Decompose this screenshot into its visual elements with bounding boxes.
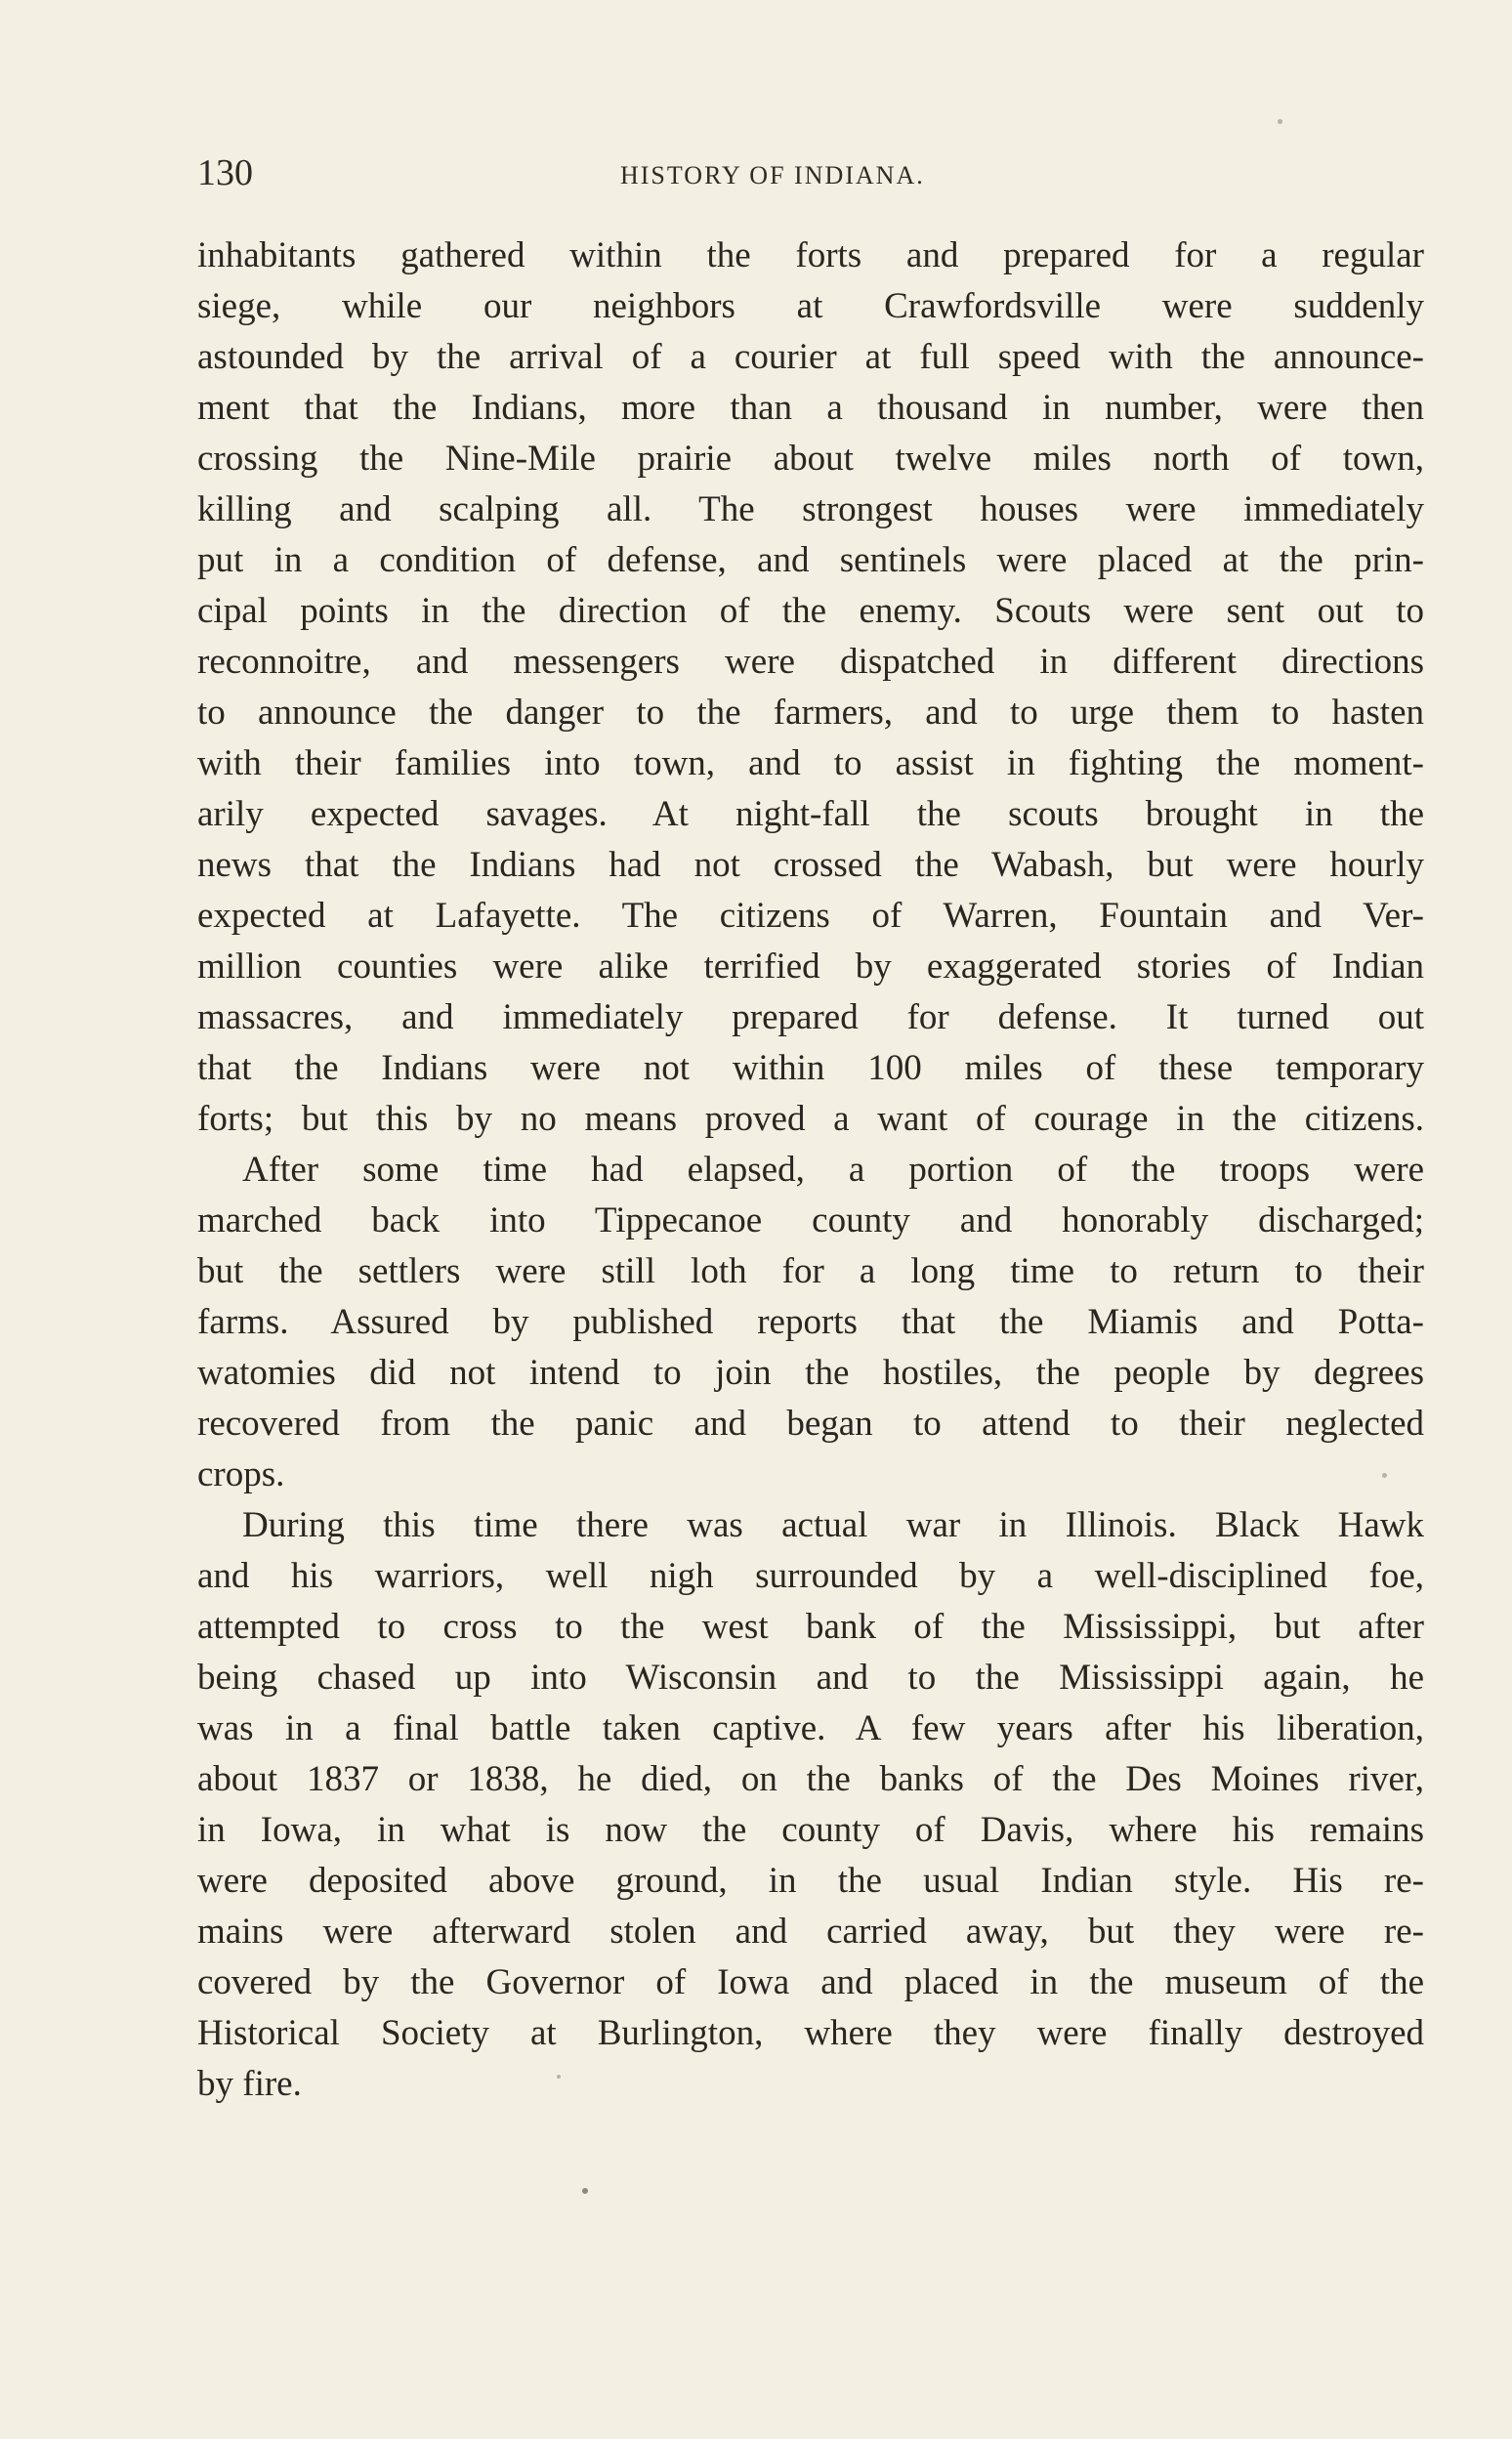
text-line: put in a condition of defense, and sentinels were placed at the prin- <box>197 540 1424 580</box>
text-line: that the Indians were not within 100 miles of these temporary <box>197 1048 1424 1088</box>
text-line: were deposited above ground, in the usual Indian style. His re- <box>197 1861 1424 1901</box>
text-line: expected at Lafayette. The citizens of Warren, Fountain and Ver- <box>197 896 1424 936</box>
text-line: cipal points in the direction of the enemy. Scouts were sent out to <box>197 591 1424 631</box>
text-line: ment that the Indians, more than a thousand in number, were then <box>197 388 1424 428</box>
text-line: mains were afterward stolen and carried away, but they were re- <box>197 1912 1424 1952</box>
text-line: forts; but this by no means proved a want of courage in the citizens. <box>197 1099 1424 1139</box>
paper-speck <box>1278 119 1282 124</box>
text-line: arily expected savages. At night-fall the scouts brought in the <box>197 794 1424 834</box>
text-line: During this time there was actual war in Illinois. Black Hawk <box>242 1505 1424 1545</box>
text-line: crossing the Nine-Mile prairie about twelve miles north of town, <box>197 439 1424 479</box>
text-line: Historical Society at Burlington, where they were finally destroyed <box>197 2013 1424 2053</box>
paragraph-3 <box>197 1500 1424 2110</box>
text-line: news that the Indians had not crossed the Wabash, but were hourly <box>197 845 1424 885</box>
text-line: massacres, and immediately prepared for defense. It turned out <box>197 997 1424 1037</box>
text-line: watomies did not intend to join the hostiles, the people by degrees <box>197 1353 1424 1393</box>
text-line: was in a final battle taken captive. A few years after his liberation, <box>197 1708 1424 1748</box>
text-line: reconnoitre, and messengers were dispatched in different directions <box>197 642 1424 682</box>
text-line: but the settlers were still loth for a long time to return to their <box>197 1251 1424 1291</box>
text-line: marched back into Tippecanoe county and honorably discharged; <box>197 1200 1424 1241</box>
paragraph-1 <box>197 231 1424 1145</box>
text-line: million counties were alike terrified by exaggerated stories of Indian <box>197 946 1424 987</box>
text-line: After some time had elapsed, a portion of the troops were <box>242 1150 1424 1190</box>
page-number: 130 <box>197 152 253 193</box>
text-line: to announce the danger to the farmers, and to urge them to hasten <box>197 693 1424 733</box>
text-line: crops. <box>197 1454 285 1494</box>
text-line: in Iowa, in what is now the county of Davis, where his remains <box>197 1810 1424 1850</box>
text-line: and his warriors, well nigh surrounded by a well-disciplined foe, <box>197 1556 1424 1596</box>
text-line: farms. Assured by published reports that the Miamis and Potta- <box>197 1302 1424 1342</box>
text-line: killing and scalping all. The strongest houses were immediately <box>197 489 1424 529</box>
paper-speck <box>1382 1473 1387 1478</box>
running-title: HISTORY OF INDIANA. <box>620 161 925 189</box>
paragraph-2 <box>197 1145 1424 1500</box>
body-text <box>197 231 1424 2110</box>
text-line: by fire. <box>197 2064 302 2104</box>
text-line: about 1837 or 1838, he died, on the banks of the Des Moines river, <box>197 1759 1424 1799</box>
text-line: being chased up into Wisconsin and to the Mississippi again, he <box>197 1658 1424 1698</box>
text-line: recovered from the panic and began to attend to their neglected <box>197 1404 1424 1444</box>
running-head <box>197 148 1424 207</box>
paper-speck <box>557 2075 561 2079</box>
text-line: inhabitants gathered within the forts and prepared for a regular <box>197 235 1424 275</box>
text-line: with their families into town, and to assist in fighting the moment- <box>197 743 1424 783</box>
text-line: attempted to cross to the west bank of the Mississippi, but after <box>197 1607 1424 1647</box>
paper-speck <box>582 2188 588 2194</box>
text-line: covered by the Governor of Iowa and placed in the museum of the <box>197 1962 1424 2002</box>
text-line: siege, while our neighbors at Crawfordsville were suddenly <box>197 286 1424 326</box>
text-line: astounded by the arrival of a courier at full speed with the announce- <box>197 337 1424 377</box>
